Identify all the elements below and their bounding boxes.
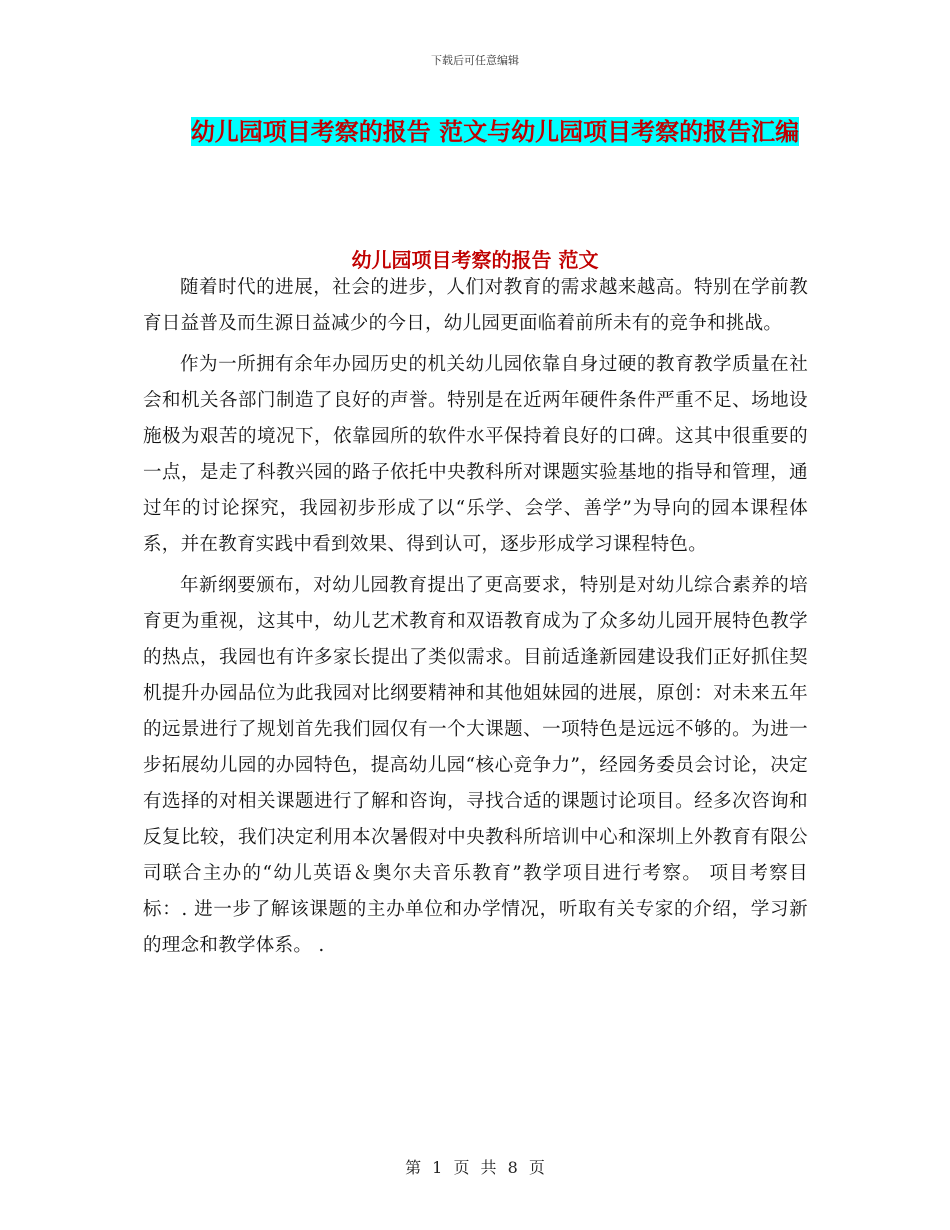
document-title [140,110,850,154]
page-footer: 第 1 页 共 8 页 [405,1158,545,1177]
body-text [143,270,808,969]
paragraph: 作为一所拥有余年办园历史的机关幼儿园依靠自身过硬的教育教学质量在社会和机关各部门制造了良好的声誉。特别是在近两年硬件条件严重不足、场地设施极为艰苦的境况下，依靠园所的软件水平保持着良好的口碑。这其中很重要的一点，是走了科教兴园的路子依托中央教科所对课题实验基地的指导和管理，通过年的讨论探究，我园初步形成了以“乐学、会学、善学”为导向的园本课程体系，并在教育实践中看到效果、得到认可，逐步形成学习课程特色。 [143,354,808,555]
document-title-text: 幼儿园项目考察的报告 范文与幼儿园项目考察的报告汇编 [190,117,800,146]
paragraph: 随着时代的进展，社会的进步，人们对教育的需求越来越高。特别在学前教育日益普及而生源日益减少的今日，幼儿园更面临着前所未有的竞争和挑战。 [143,277,808,334]
header-note: 下载后可任意编辑 [431,54,519,67]
paragraph: 年新纲要颁布，对幼儿园教育提出了更高要求，特别是对幼儿综合素养的培育更为重视，这其中，幼儿艺术教育和双语教育成为了众多幼儿园开展特色教学的热点，我园也有许多家长提出了类似需求。目前适逢新园建设我们正好抓住契机提升办园品位为此我园对比纲要精神和其他姐妹园的进展，原创：对未来五年的远景进行了规划首先我们园仅有一个大课题、一项特色是远远不够的。为进一步拓展幼儿园的办园特色，提高幼儿园“核心竞争力”，经园务委员会讨论，决定有选择的对相关课题进行了解和咨询，寻找合适的课题讨论项目。经多次咨询和反复比较，我们决定利用本次暑假对中央教科所培训中心和深圳上外教育有限公司联合主办的“幼儿英语＆奥尔夫音乐教育”教学项目进行考察。 项目考察目标：. 进一步了解该课题的主办单位和办学情况，听取有关专家的介绍，学习新的理念和教学体系。 . [143,575,808,956]
section-title: 幼儿园项目考察的报告 范文 [351,248,599,272]
